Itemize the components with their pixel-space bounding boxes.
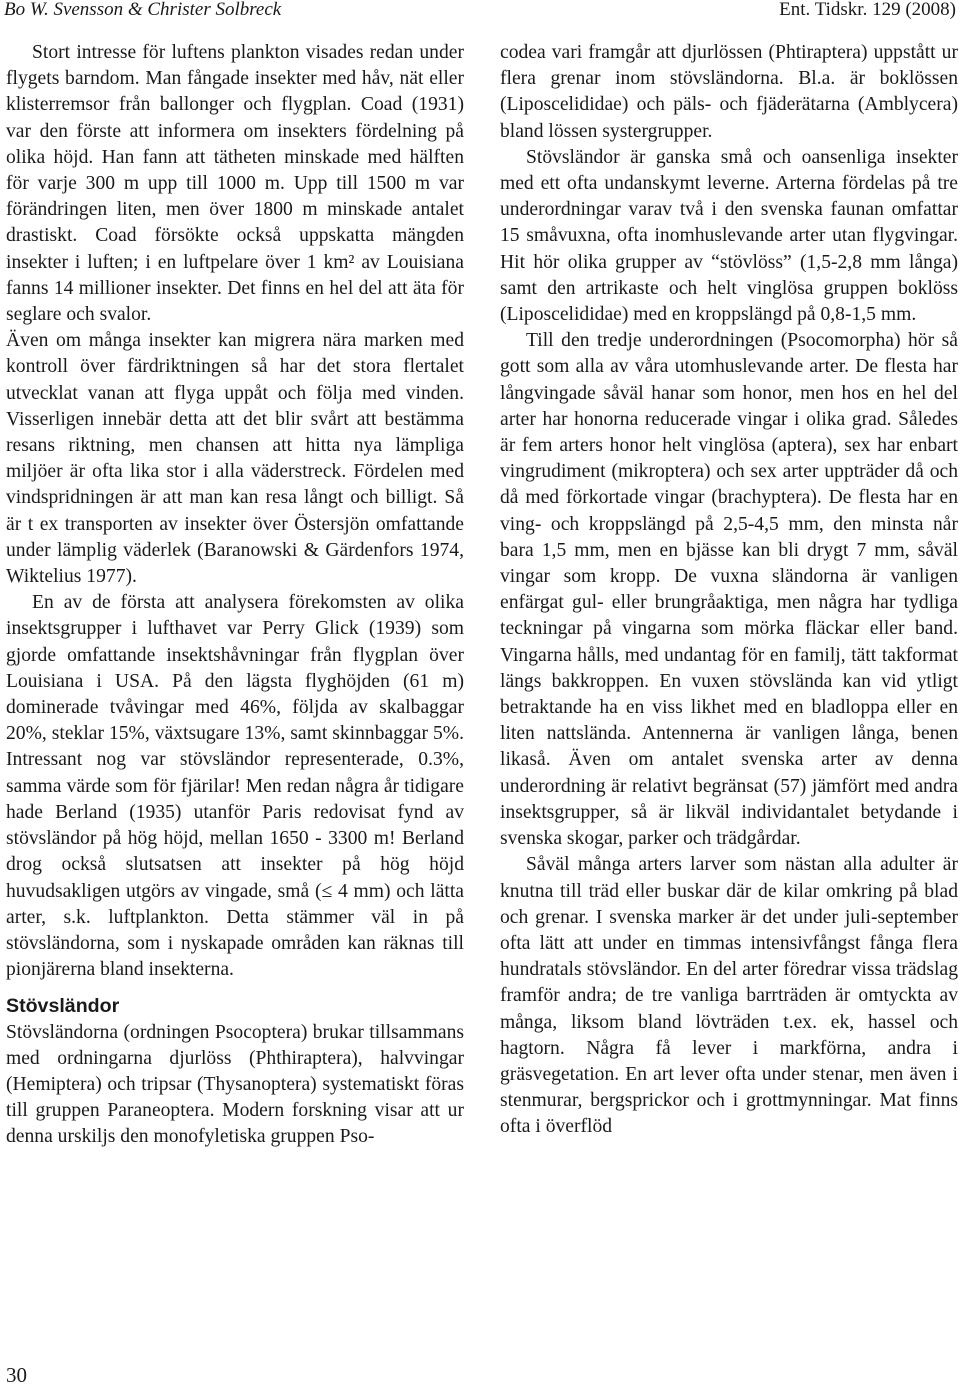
paragraph: Stort intresse för luftens plankton visades redan under flygets barndom. Man fångade insekter med håv, nät eller klisterremsor från ballonger och flygplan. Coad (1931) var den förste att informera om insekters fördelning på olika höjd. Han fann att tätheten minskade med hälften för varje 300 m upp till 1000 m. Upp till 1500 m var förändringen liten, men över 1800 m minskade antalet drastiskt. Coad försökte också uppskatta mängden insekter i luften; i en luftpelare över 1 km² av Louisiana fanns 14 millioner insekter. Det finns en hel del att äta för seglare och svalor. <box>6 42 464 326</box>
running-header-journal: Ent. Tidskr. 129 (2008) <box>779 0 956 20</box>
page-number: 30 <box>6 1363 27 1387</box>
paragraph: Såväl många arters larver som nästan alla adulter är knutna till träd eller buskar där de kilar omkring på blad och grenar. I svenska marker är det under juli-september ofta lätt att under en timmas intensivfångst fånga flera hundratals stövsländor. En del arter föredrar vissa trädslag framför andra; de tre vanliga barrträden är omtyckta av många, liksom bland lövträden t.ex. ek, hassel och hagtorn. Några få lever i markförna, andra i gräsvegetation. En art lever ofta under stenar, men även i stenmurar, bergsprickor och i grottmynningar. Mat finns ofta i överflöd <box>500 854 958 1138</box>
running-header-authors: Bo W. Svensson & Christer Solbreck <box>4 0 282 20</box>
paragraph: codea vari framgår att djurlössen (Phtiraptera) uppstått ur flera grenar inom stövsländorna. Bl.a. är boklössen (Liposcelididae) och päls- och fjäderätarna (Amblycera) bland lössen systergrupper. <box>500 42 958 142</box>
paragraph: Stövsländor är ganska små och oansenliga insekter med ett ofta undanskymt leverne. Arterna fördelas på tre underordningar varav två i den svenska faunan omfattar 15 småvuxna, ofta inomhuslevande arter utan flygvingar. Hit hör olika grupper av “stövlöss” (1,5-2,8 mm långa) samt den artrikaste och helt vinglösa gruppen boklöss (Liposcelididae) med en kroppslängd på 0,8-1,5 mm. <box>500 146 958 326</box>
paragraph: En av de första att analysera förekomsten av olika insektsgrupper i lufthavet var Perry Glick (1939) som gjorde omfattande insektshåvningar från flygplan över Louisiana i USA. På den lägsta flyghöjden (61 m) dominerade tvåvingar med 46%, följda av skalbaggar 20%, steklar 15%, växtsugare 13%, samt skinnbaggar 5%. Intressant nog var stövsländor representerade, 0.3%, samma värde som för fjärilar! Men redan några år tidigare hade Berland (1935) utanför Paris redovisat fynd av stövsländor på hög höjd, mellan 1650 - 3300 m! Berland drog också slutsatsen att insekter på hög höjd huvudsakligen utgörs av vingade, små (≤ 4 mm) och lätta arter, s.k. luftplankton. Detta stämmer väl in på stövsländorna, som i nyskapade områden kan räknas till pionjärerna bland insekterna. <box>6 592 464 981</box>
paragraph: Till den tredje underordningen (Psocomorpha) hör så gott som alla av våra utomhuslevande arter. De flesta har långvingade såväl hanar som honor, men hos en hel del arter har honorna reducerade vingar i olika grad. Således är fem arters honor helt vinglösa (aptera), sex har enbart vingrudiment (mikroptera) och sex arter uppträder då och då med förkortade vingar (brachyptera). De flesta har en ving- och kroppslängd på 2,5-4,5 mm, den minsta når bara 1,5 mm, men en bjässe kan bli drygt 7 mm, såväl vingar som kropp. De vuxna sländorna är vanligen enfärgat gul- eller brungråaktiga, men några har tydliga teckningar på vingarna som mörka fläckar eller band. Vingarna hålls, med undantag för en familj, tätt takformat längs bakkroppen. En vuxen stövslända kan vid ytligt betraktande ha en viss likhet med en bladloppa eller en liten nattslända. Antennerna är vanligen långa, benen likaså. Även om antalet svenska arter av denna underordning är relativt begränsat (57) jämfört med andra insektsgrupper, så är likväl individantalet betydande i svenska skogar, parker och trädgårdar. <box>500 330 958 850</box>
paragraph: Även om många insekter kan migrera nära marken med kontroll över färdriktningen så har det stora flertalet utvecklat vanan att flyga uppåt och följa med vinden. Visserligen innebär detta att det blir svårt att bestämma resans riktning, men chansen att hitta nya lämpliga miljöer är ofta lika stor i alla väderstreck. Fördelen med vindspridningen är att man kan resa långt och billigt. Så är t ex transporten av insekter över Östersjön omfattande under lämplig väderlek (Baranowski & Gärdenfors 1974, Wiktelius 1977). <box>6 330 464 588</box>
section-heading: Stövsländor <box>6 995 120 1018</box>
left-column <box>6 40 464 1151</box>
paragraph: Stövsländorna (ordningen Psocoptera) brukar tillsammans med ordningarna djurlöss (Phthiraptera), halvvingar (Hemiptera) och tripsar (Thysanoptera) systematiskt föras till gruppen Paraneoptera. Modern forskning visar att ur denna urskiljs den monofyletiska gruppen Pso- <box>6 1021 464 1148</box>
right-column <box>500 40 958 1141</box>
